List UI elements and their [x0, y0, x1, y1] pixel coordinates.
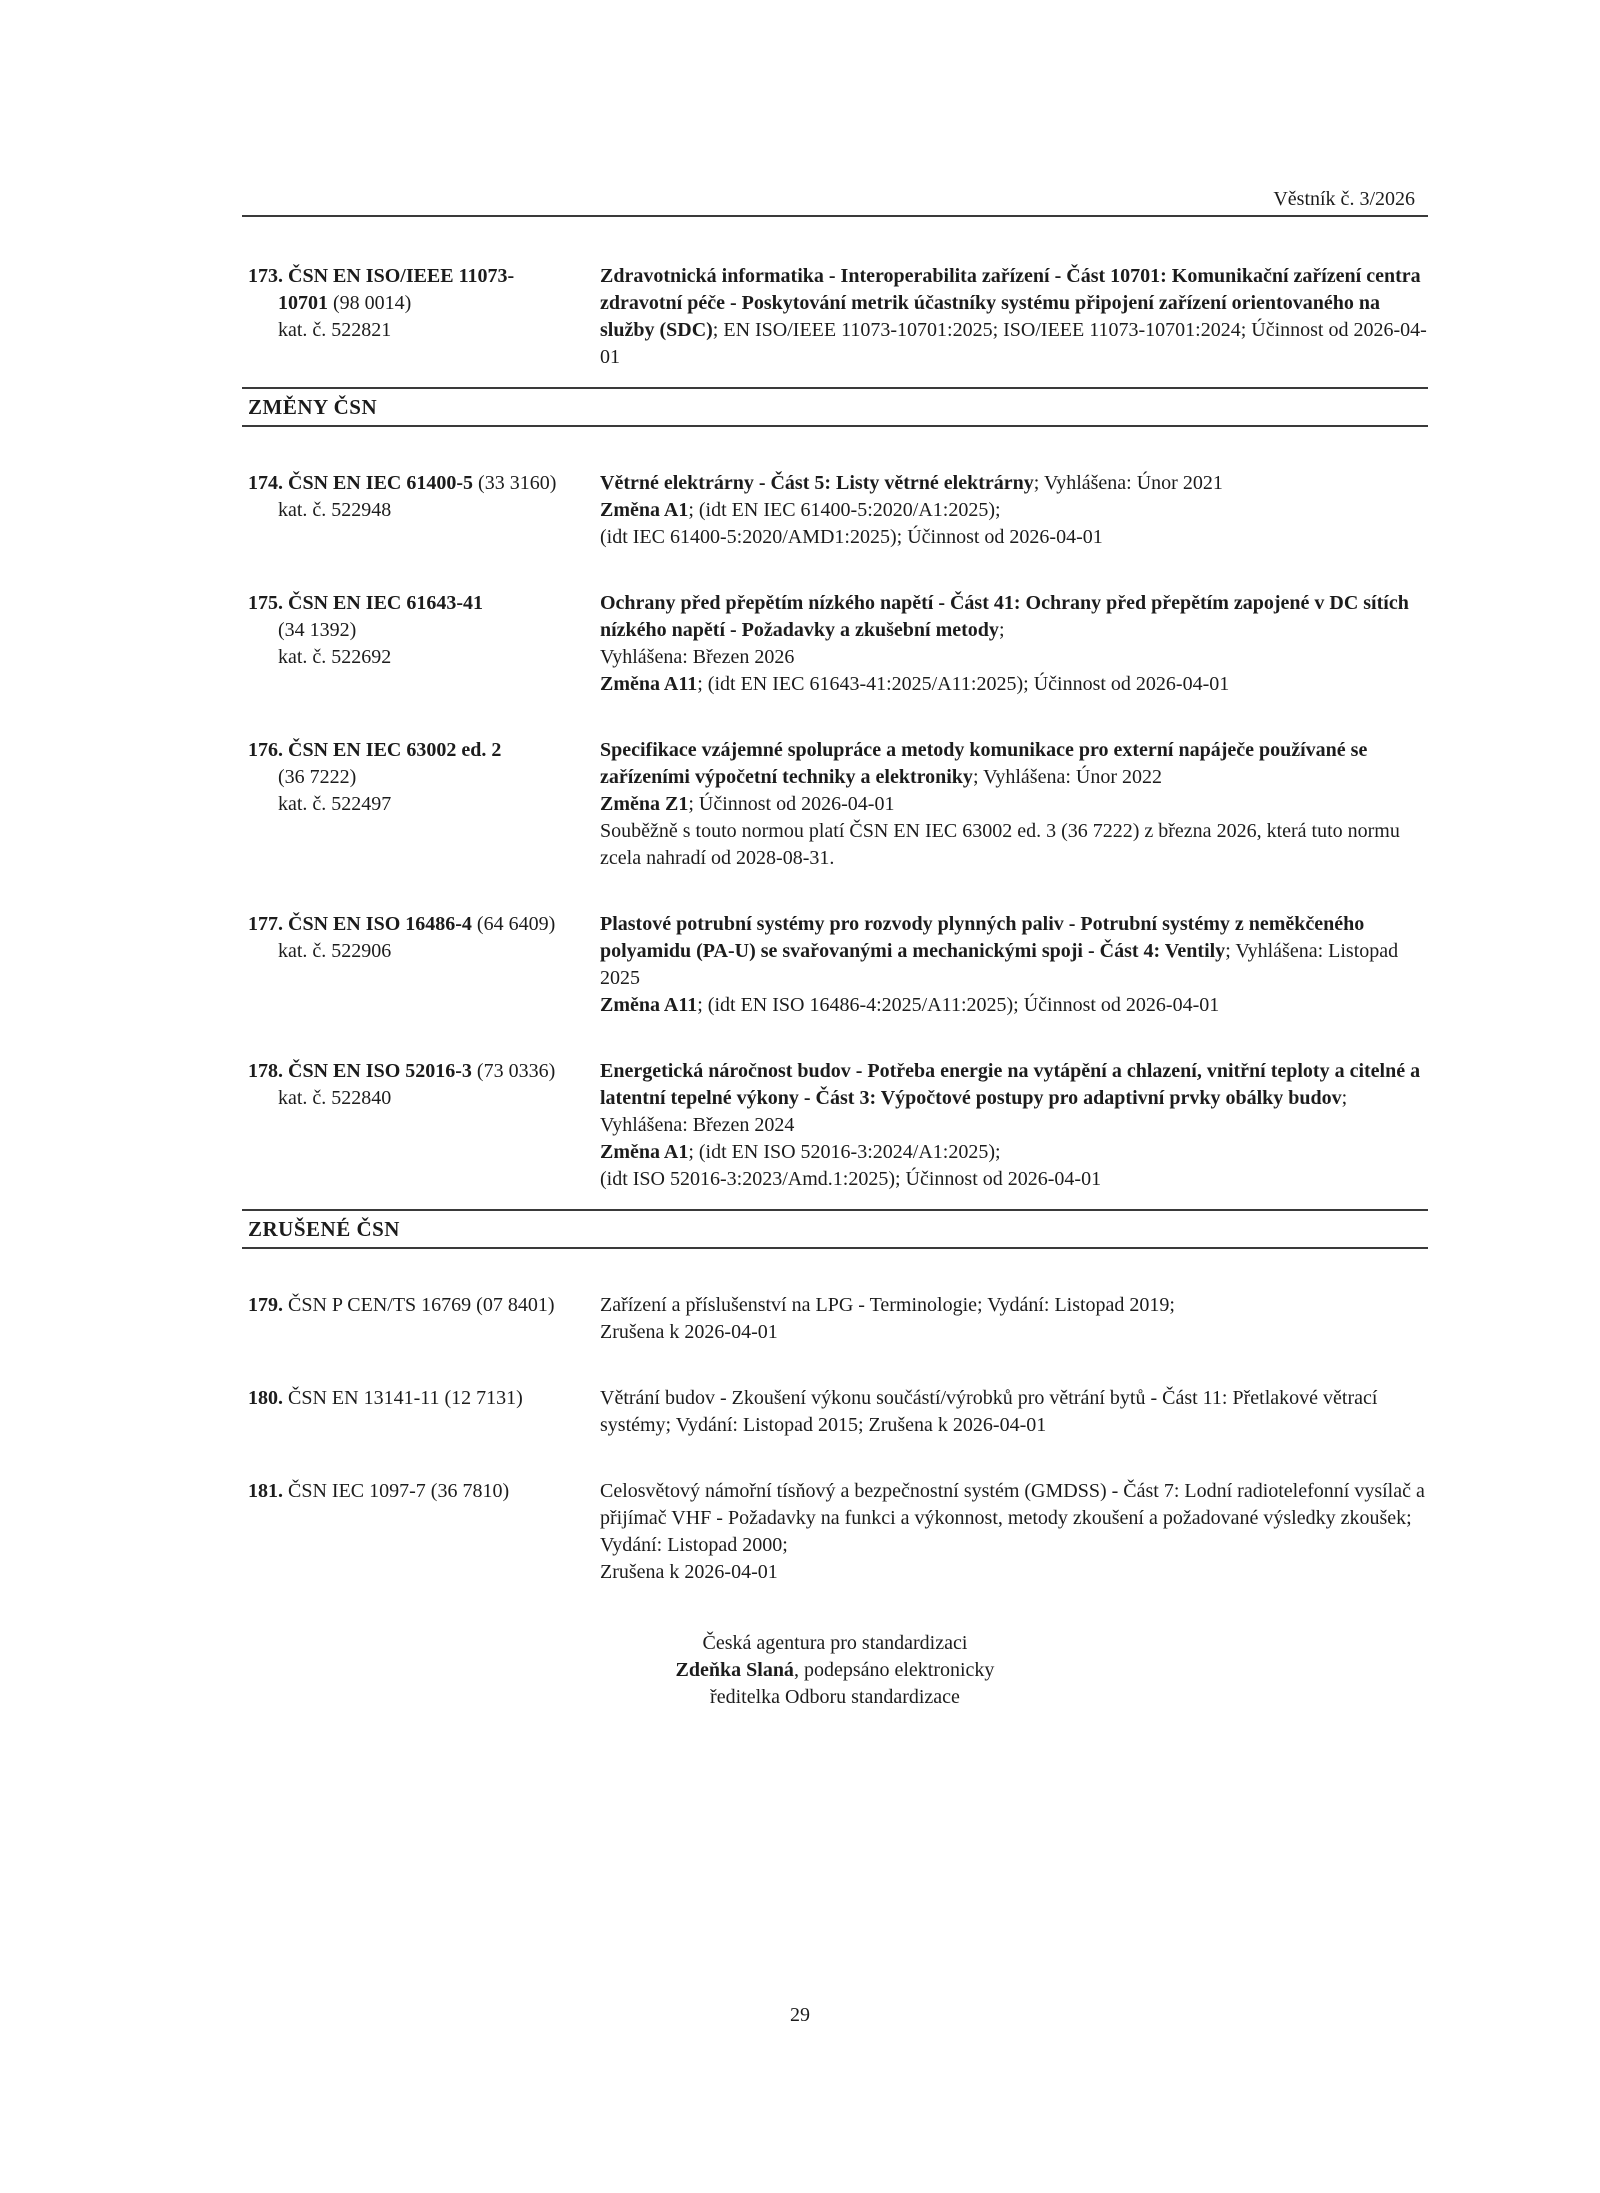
entry-designation — [242, 470, 600, 551]
text-segment: ČSN EN 13141-11 (12 7131) — [283, 1387, 523, 1409]
entry-designation — [242, 1385, 600, 1439]
text-segment-bold: Energetická náročnost budov - Potřeba energie na vytápění a chlazení, vnitřní teploty a citelné a latentní tepelné výkony - Část 3: Výpočtové postupy pro adaptivní prvky obálky budov — [600, 1060, 1421, 1109]
entry-designation — [242, 911, 600, 1019]
signature-role: ředitelka Odboru standardizace — [710, 1686, 960, 1708]
text-segment: (34 1392) — [278, 619, 357, 641]
description-line — [600, 818, 1428, 872]
designation-line — [248, 1385, 600, 1412]
description-line — [600, 497, 1428, 524]
journal-issue-title: Věstník č. 3/2026 — [1273, 188, 1415, 210]
entry-designation — [242, 263, 600, 371]
sections-container — [242, 387, 1428, 1586]
standard-entry-178 — [242, 1058, 1428, 1193]
description-line — [600, 1478, 1428, 1559]
text-segment: (98 0014) — [328, 292, 412, 314]
text-segment: ; (idt EN ISO 16486-4:2025/A11:2025); Účinnost od 2026-04-01 — [697, 994, 1220, 1016]
text-segment-bold: Změna Z1 — [600, 793, 689, 815]
text-segment: (36 7222) — [278, 766, 357, 788]
standard-entry-175 — [242, 590, 1428, 698]
description-line — [600, 737, 1428, 791]
section-header-zrusene-csn — [242, 1209, 1428, 1249]
text-segment-bold: 174. ČSN EN IEC 61400-5 — [248, 472, 474, 494]
signature-block — [242, 1630, 1428, 1711]
description-line — [600, 1139, 1428, 1166]
entry-designation — [242, 1058, 600, 1193]
text-segment-bold: Změna A11 — [600, 994, 698, 1016]
designation-line — [248, 791, 600, 818]
designation-line — [248, 617, 600, 644]
text-segment-bold: Větrné elektrárny - Část 5: Listy větrné elektrárny — [600, 472, 1034, 494]
text-segment: Zařízení a příslušenství na LPG - Terminologie; Vydání: Listopad 2019; — [600, 1294, 1175, 1316]
entry-designation — [242, 1292, 600, 1346]
text-segment-bold: Zdravotnická informatika - Interoperabilita zařízení - Část 10701: Komunikační zařízení centra zdravotní péče - Poskytování metrik účastníky systému připojení zařízení orientovaného na služby (SDC) — [600, 265, 1421, 341]
text-segment: ; — [998, 619, 1005, 641]
description-line — [600, 263, 1428, 371]
text-segment: (64 6409) — [471, 913, 556, 935]
designation-line — [248, 644, 600, 671]
section-title: ZRUŠENÉ ČSN — [248, 1217, 400, 1241]
text-segment-bold: Změna A11 — [600, 673, 698, 695]
section-header-zmeny-csn — [242, 387, 1428, 427]
entry-description — [600, 1385, 1428, 1439]
entry-description — [600, 1478, 1428, 1586]
section-zrusene-csn — [242, 1209, 1428, 1586]
signature-signer — [242, 1657, 1428, 1684]
description-line — [600, 1292, 1428, 1319]
entry-description — [600, 263, 1428, 371]
entry-designation — [242, 1478, 600, 1586]
text-segment: kat. č. 522906 — [278, 940, 392, 962]
text-segment-bold: Ochrany před přepětím nízkého napětí - Část 41: Ochrany před přepětím zapojené v DC sítích nízkého napětí - Požadavky a zkušební metody — [600, 592, 1409, 641]
standard-entry-176 — [242, 737, 1428, 872]
text-segment: Zrušena k 2026-04-01 — [600, 1561, 778, 1583]
text-segment-bold: Plastové potrubní systémy pro rozvody plynných paliv - Potrubní systémy z neměkčeného polyamidu (PA-U) se svařovanými a mechanickými spoji - Část 4: Ventily — [600, 913, 1365, 962]
text-segment-bold: 179. — [248, 1294, 283, 1316]
signer-name: Zdeňka Slaná — [675, 1659, 794, 1681]
text-segment: kat. č. 522840 — [278, 1087, 392, 1109]
text-segment: kat. č. 522821 — [278, 319, 392, 341]
text-segment: ; Vyhlášena: Únor 2022 — [972, 766, 1162, 788]
text-segment-bold: Změna A1 — [600, 499, 689, 521]
entry-description — [600, 470, 1428, 551]
designation-line — [248, 590, 600, 617]
description-line — [600, 1319, 1428, 1346]
designation-line — [248, 911, 600, 938]
entry-description — [600, 590, 1428, 698]
text-segment: ; Vyhlášena: Únor 2021 — [1033, 472, 1223, 494]
description-line — [600, 1559, 1428, 1586]
designation-line — [248, 1058, 600, 1085]
page-header — [242, 186, 1428, 213]
text-segment-bold: 181. — [248, 1480, 283, 1502]
text-segment: kat. č. 522948 — [278, 499, 392, 521]
text-segment: Souběžně s touto normou platí ČSN EN IEC 63002 ed. 3 (36 7222) z března 2026, která tuto normu zcela nahradí od 2028-08-31. — [600, 820, 1400, 869]
signer-note: , podepsáno elektronicky — [793, 1659, 995, 1681]
text-segment: ČSN IEC 1097-7 (36 7810) — [283, 1480, 510, 1502]
header-rule — [242, 215, 1428, 217]
text-segment: (73 0336) — [471, 1060, 556, 1082]
standard-entry-181 — [242, 1478, 1428, 1586]
text-segment: (idt ISO 52016-3:2023/Amd.1:2025); Účinnost od 2026-04-01 — [600, 1168, 1102, 1190]
designation-line — [248, 938, 600, 965]
text-segment-bold: 176. ČSN EN IEC 63002 ed. 2 — [248, 739, 502, 761]
text-segment: ČSN P CEN/TS 16769 (07 8401) — [283, 1294, 555, 1316]
text-segment-bold: 178. ČSN EN ISO 52016-3 — [248, 1060, 472, 1082]
section-entries — [242, 1292, 1428, 1586]
description-line — [600, 1385, 1428, 1439]
entry-description — [600, 1058, 1428, 1193]
entry-description — [600, 737, 1428, 872]
page-number: 29 — [790, 2004, 810, 2026]
text-segment: ; EN ISO/IEEE 11073-10701:2025; ISO/IEEE 11073-10701:2024; Účinnost od 2026-04-01 — [600, 319, 1427, 368]
standard-entry-174 — [242, 470, 1428, 551]
designation-line — [248, 497, 600, 524]
text-segment-bold: Specifikace vzájemné spolupráce a metody komunikace pro externí napáječe používané se zařízeními výpočetní techniky a elektroniky — [600, 739, 1368, 788]
description-line — [600, 470, 1428, 497]
text-segment: kat. č. 522692 — [278, 646, 392, 668]
designation-line — [248, 317, 600, 344]
text-segment-bold: Změna A1 — [600, 1141, 689, 1163]
text-segment: ; Vyhlášena: Listopad 2025 — [600, 940, 1399, 989]
designation-line — [248, 737, 600, 764]
text-segment: ; (idt EN IEC 61643-41:2025/A11:2025); Účinnost od 2026-04-01 — [697, 673, 1230, 695]
text-segment: kat. č. 522497 — [278, 793, 392, 815]
designation-line — [248, 1478, 600, 1505]
text-segment: ; Účinnost od 2026-04-01 — [688, 793, 895, 815]
page-content — [242, 0, 1428, 1711]
description-line — [600, 590, 1428, 644]
entry-description — [600, 911, 1428, 1019]
text-segment: Větrání budov - Zkoušení výkonu součástí/výrobků pro větrání bytů - Část 11: Přetlakové větrací systémy; Vydání: Listopad 2015; Zrušena k 2026-04-01 — [600, 1387, 1378, 1436]
description-line — [600, 1166, 1428, 1193]
designation-line — [248, 1085, 600, 1112]
description-line — [600, 1058, 1428, 1139]
entry-designation — [242, 590, 600, 698]
designation-line — [248, 764, 600, 791]
signature-agency: Česká agentura pro standardizaci — [702, 1632, 968, 1654]
section-zmeny-csn — [242, 387, 1428, 1193]
text-segment-bold: 180. — [248, 1387, 283, 1409]
text-segment-bold: 10701 — [278, 292, 328, 314]
designation-line — [248, 1292, 600, 1319]
entries-top — [242, 263, 1428, 371]
section-entries — [242, 470, 1428, 1193]
text-segment: Celosvětový námořní tísňový a bezpečnostní systém (GMDSS) - Část 7: Lodní radiotelefonní vysílač a přijímač VHF - Požadavky na funkci a výkonnost, metody zkoušení a požadované výsledky zkoušek; Vydání: Listopad 2000; — [600, 1480, 1425, 1556]
description-line — [600, 524, 1428, 551]
standard-entry-180 — [242, 1385, 1428, 1439]
text-segment-bold: 175. ČSN EN IEC 61643-41 — [248, 592, 484, 614]
text-segment: ; (idt EN IEC 61400-5:2020/A1:2025); — [688, 499, 1001, 521]
description-line — [600, 992, 1428, 1019]
text-segment: ; (idt EN ISO 52016-3:2024/A1:2025); — [688, 1141, 1001, 1163]
description-line — [600, 791, 1428, 818]
designation-line — [248, 263, 600, 290]
standard-entry-177 — [242, 911, 1428, 1019]
entry-description — [600, 1292, 1428, 1346]
section-title: ZMĚNY ČSN — [248, 395, 378, 419]
text-segment: (idt IEC 61400-5:2020/AMD1:2025); Účinnost od 2026-04-01 — [600, 526, 1103, 548]
standard-entry-179 — [242, 1292, 1428, 1346]
standard-entry-173 — [242, 263, 1428, 371]
designation-line — [248, 290, 600, 317]
description-line — [600, 644, 1428, 671]
entry-designation — [242, 737, 600, 872]
text-segment-bold: 173. ČSN EN ISO/IEEE 11073- — [248, 265, 515, 287]
text-segment: Vyhlášena: Březen 2026 — [600, 646, 795, 668]
designation-line — [248, 470, 600, 497]
text-segment: ; Vyhlášena: Březen 2024 — [600, 1087, 1348, 1136]
text-segment-bold: 177. ČSN EN ISO 16486-4 — [248, 913, 472, 935]
description-line — [600, 911, 1428, 992]
text-segment: (33 3160) — [473, 472, 557, 494]
text-segment: Zrušena k 2026-04-01 — [600, 1321, 778, 1343]
description-line — [600, 671, 1428, 698]
